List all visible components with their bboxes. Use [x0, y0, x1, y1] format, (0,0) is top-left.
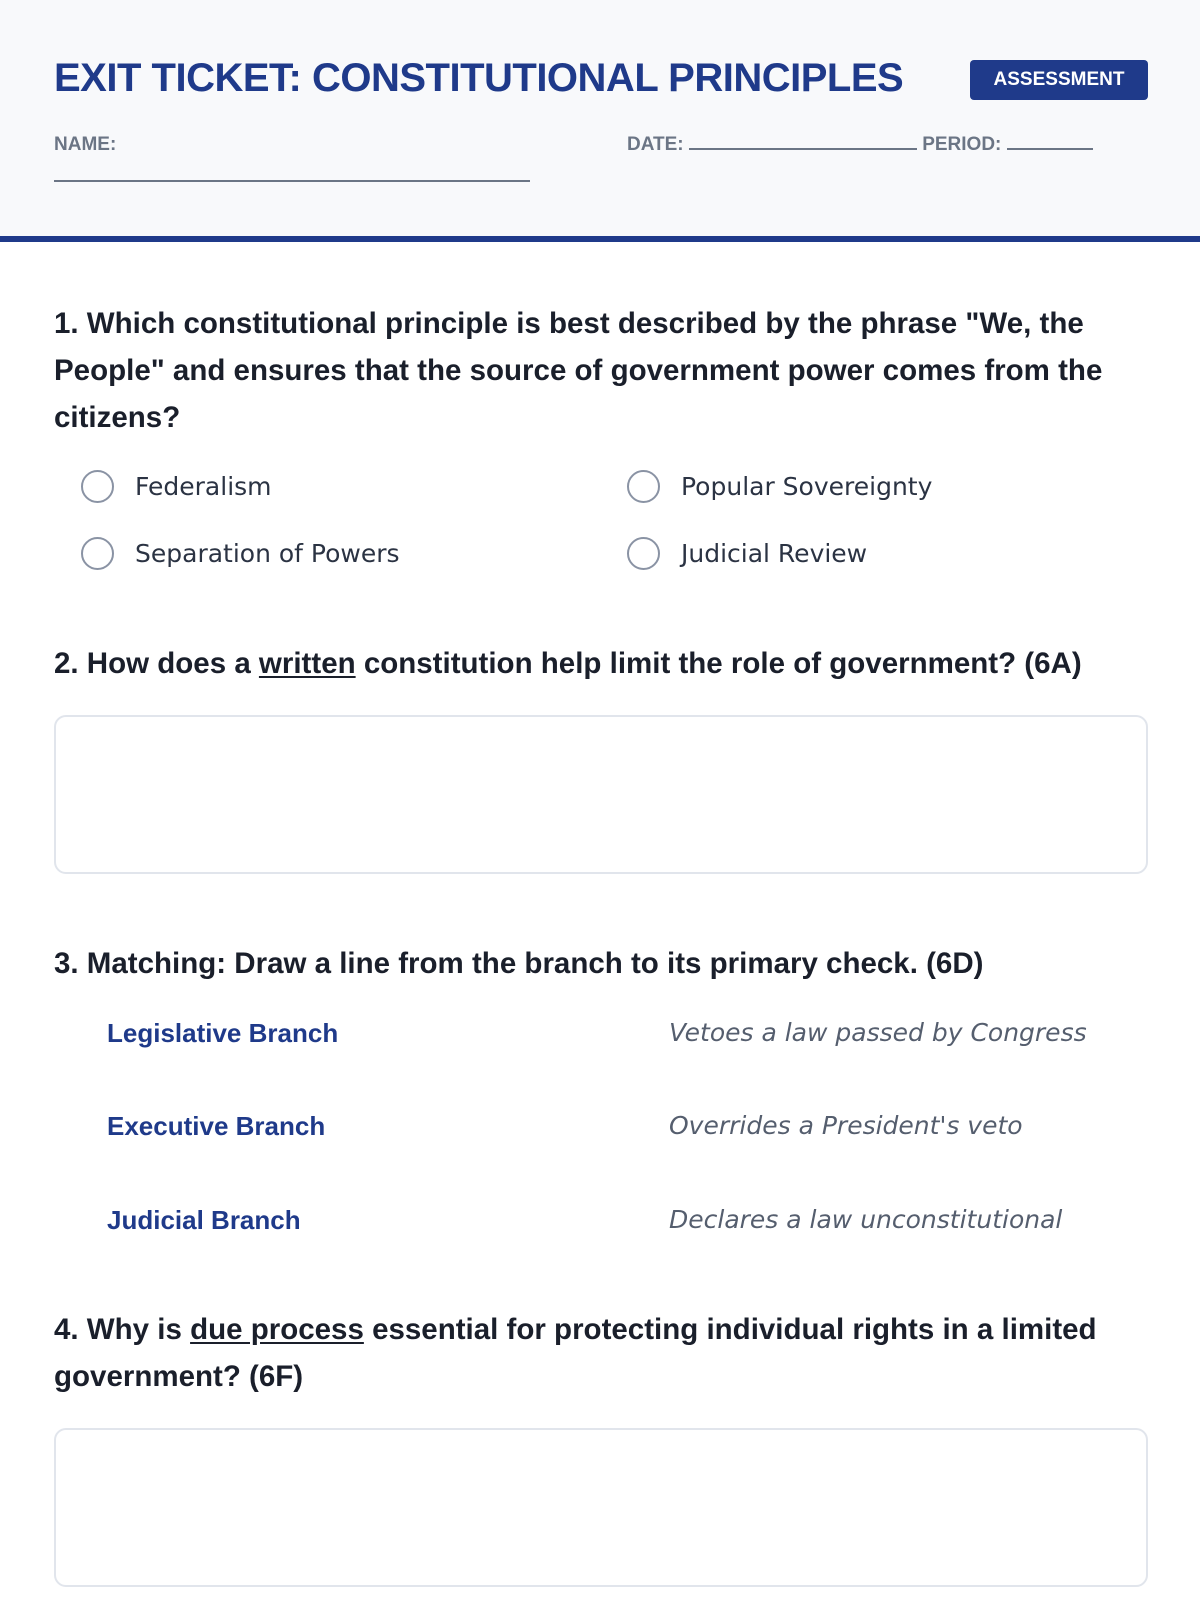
- radio-button[interactable]: [81, 470, 114, 503]
- check-declares-unconstitutional[interactable]: Declares a law unconstitutional: [669, 1205, 1063, 1234]
- branch-executive[interactable]: Executive Branch: [107, 1111, 326, 1141]
- period-label: PERIOD:: [922, 134, 1002, 155]
- date-blank-line[interactable]: [689, 148, 917, 150]
- q1-option-popular-sovereignty[interactable]: [627, 470, 932, 503]
- q1-option-federalism[interactable]: [81, 470, 272, 503]
- name-field: [54, 134, 116, 156]
- question-2-prefix: 2. How does a: [54, 647, 259, 680]
- date-period-field: [627, 134, 1093, 156]
- radio-button[interactable]: [627, 537, 660, 570]
- option-label: Popular Sovereignty: [681, 472, 933, 501]
- question-2-suffix: constitution help limit the role of government? (6A): [355, 647, 1082, 680]
- question-2-text: [54, 640, 1154, 687]
- option-label: Separation of Powers: [135, 539, 400, 568]
- date-label: DATE:: [627, 134, 684, 155]
- branch-judicial[interactable]: Judicial Branch: [107, 1205, 301, 1235]
- name-blank-line[interactable]: [54, 180, 530, 182]
- branch-legislative[interactable]: Legislative Branch: [107, 1018, 339, 1048]
- radio-button[interactable]: [81, 537, 114, 570]
- question-2-emphasis: written: [258, 647, 356, 680]
- worksheet-header: [0, 0, 1200, 242]
- radio-button[interactable]: [627, 470, 660, 503]
- question-2-answer-box[interactable]: [54, 715, 1148, 874]
- q1-option-judicial-review[interactable]: [627, 537, 867, 570]
- option-label: Federalism: [135, 472, 272, 501]
- assessment-badge: ASSESSMENT: [970, 60, 1148, 100]
- question-4-emphasis: due process: [190, 1313, 364, 1346]
- question-4-suffix: essential for protecting individual rights in a limited government? (6F): [54, 1313, 1097, 1393]
- page-title: EXIT TICKET: CONSTITUTIONAL PRINCIPLES: [54, 56, 904, 100]
- question-4-text: [54, 1306, 1154, 1400]
- question-1-text: 1. Which constitutional principle is best described by the phrase "We, the People" and ensures that the source of government power comes from the citizens?: [54, 307, 1103, 434]
- option-label: Judicial Review: [681, 539, 868, 568]
- check-vetoes-law[interactable]: Vetoes a law passed by Congress: [669, 1018, 1087, 1047]
- name-label: NAME:: [54, 134, 117, 155]
- period-blank-line[interactable]: [1007, 148, 1093, 150]
- q1-option-separation-of-powers[interactable]: [81, 537, 400, 570]
- question-4-prefix: 4. Why is: [54, 1313, 191, 1346]
- question-3-text: 3. Matching: Draw a line from the branch to its primary check. (6D): [54, 947, 984, 980]
- check-overrides-veto[interactable]: Overrides a President's veto: [669, 1111, 1023, 1140]
- question-4-answer-box[interactable]: [54, 1428, 1148, 1587]
